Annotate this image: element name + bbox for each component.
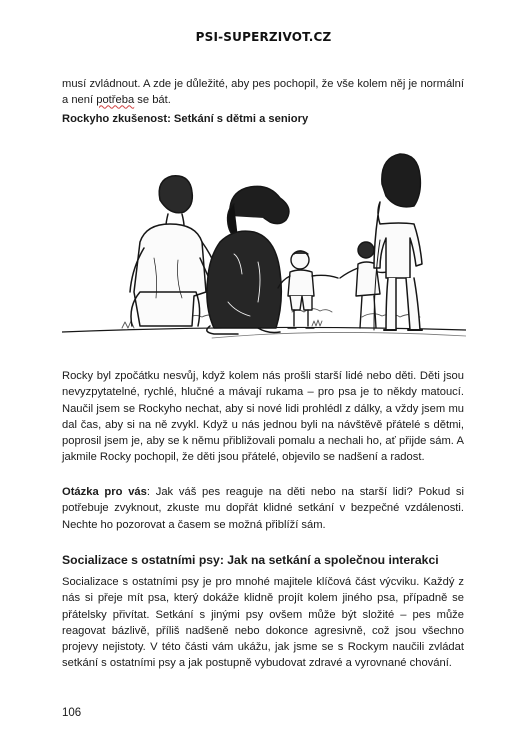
intro-paragraph — [62, 76, 464, 109]
story-paragraph: Rocky byl zpočátku nesvůj, když kolem nás prošli starší lidé nebo děti. Děti jsou nevyzpytatelné, rychlé, hlučné a mávají rukama – pro psa je to někdy matoucí. Naučil jsem se Rockyho nechat, aby si nové lidi prohlédl z dálky, a vždy jsem mu dal čas, aby si na ně zvykl. Když u nás jednou byli na návštěvě přátelé s dětmi, poprosil jsem je, aby se k němu přibližovali pomalu a nechali ho, ať přijde sám. A jakmile Rocky pochopil, že děti jsou přátelé, objevilo se nadšení a radost. — [62, 370, 464, 464]
question-paragraph — [62, 484, 464, 533]
intro-text: musí zvládnout. A zde je důležité, aby pes pochopil, že vše kolem něj je normální a není — [62, 78, 464, 107]
intro-text-end: se bát. — [134, 94, 171, 107]
spellcheck-word: potřeba — [96, 94, 135, 107]
dog-figure — [207, 186, 289, 334]
question-label: Otázka pro vás — [62, 486, 147, 498]
illustration-boy-dog-family — [62, 142, 466, 340]
woman-figure — [374, 154, 422, 330]
story-heading: Rockyho zkušenost: Setkání s dětmi a seniory — [62, 113, 309, 125]
section-heading: Socializace s ostatními psy: Jak na setkání a společnou interakci — [62, 553, 439, 567]
path-edge — [212, 332, 466, 338]
section-paragraph: Socializace s ostatními psy je pro mnohé majitele klíčová část výcviku. Každý z nás si přeje mít psa, který dokáže klidně projít kolem jiného psa, případně se přátelsky přivítat. Setkání s jinými psy ovšem může být složité – pes může reagovat bázlivě, příliš nadšeně nebo dokonce agresivně, což jsou všechno projevy nejistoty. V této části vám ukážu, jak jsme se s Rockym naučili zvládat setkání s ostatními psy a jak postupně vybudovat zdravé a vyrovnané chování. — [62, 576, 464, 670]
boy-figure — [130, 176, 218, 326]
page-number: 106 — [62, 707, 82, 719]
small-child-figure — [278, 251, 338, 328]
question-text: : Jak váš pes reaguje na děti nebo na starší lidi? Pokud si potřebuje zvyknout, zkuste mu dopřát klidné setkání v bezpečné vzdálenosti. Nechte ho pozorovat a časem se možná přiblíží sám. — [62, 486, 464, 531]
site-header: PSI-SUPERZIVOT.CZ — [195, 30, 332, 44]
